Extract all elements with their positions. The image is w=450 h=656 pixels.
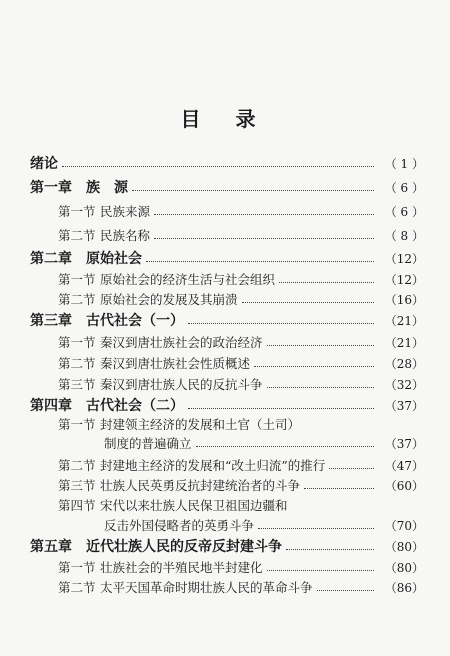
toc-page-number: （16）	[384, 292, 424, 307]
toc-leader-dots	[258, 528, 374, 529]
toc-section-number: 第二节	[58, 356, 96, 371]
toc-section-number: 第二节	[58, 228, 96, 243]
toc-section-row	[0, 200, 450, 222]
toc-section-row	[0, 352, 450, 374]
toc-entry-text: 第四章 古代社会（二）	[30, 398, 184, 414]
toc-section-number: 第一节	[58, 335, 96, 350]
toc-entry-text: 秦汉到唐壮族社会的政治经济	[100, 335, 263, 350]
toc-section-number: 第一节	[58, 417, 96, 432]
toc-leader-dots	[146, 261, 374, 262]
toc-leader-dots	[188, 323, 374, 324]
toc-entry-text: 绪论	[30, 156, 58, 172]
toc-entry-text: 第二章 原始社会	[30, 251, 142, 267]
toc-entry-text: 宋代以来壮族人民保卫祖国边疆和	[100, 498, 288, 513]
toc-section-row	[0, 474, 450, 496]
toc-entry-label	[0, 153, 58, 173]
toc-section-row	[0, 432, 450, 454]
toc-leader-dots	[154, 214, 374, 215]
toc-leader-dots	[304, 488, 374, 489]
toc-entry-text: 秦汉到唐壮族人民的反抗斗争	[100, 377, 263, 392]
toc-entry-text: 封建地主经济的发展和“改土归流”的推行	[100, 458, 326, 473]
toc-entry-text: 壮族社会的半殖民地半封建化	[100, 560, 263, 575]
toc-page-number: （47）	[384, 458, 424, 473]
toc-entry-text: 民族来源	[100, 204, 151, 219]
toc-page-number: （12）	[384, 272, 424, 287]
toc-leader-dots	[267, 387, 374, 388]
toc-page-number: （ 6 ）	[384, 204, 424, 219]
toc-entry-text: 制度的普遍确立	[104, 436, 192, 451]
toc-section-number: 第一节	[58, 204, 96, 219]
toc-page-number: （12）	[384, 251, 424, 266]
toc-page-number: （ 1 ）	[384, 156, 424, 171]
toc-chapter-row	[0, 152, 450, 174]
toc-entry-label	[0, 536, 282, 556]
toc-entry-label	[0, 202, 150, 220]
toc-section-number: 第二节	[58, 292, 96, 307]
toc-entry-label	[0, 415, 300, 433]
toc-leader-dots	[329, 468, 374, 469]
toc-leader-dots	[317, 590, 374, 591]
toc-entry-label	[0, 476, 300, 494]
toc-section-number: 第二节	[58, 580, 96, 595]
toc-entry-text: 封建领主经济的发展和土官（土司）	[100, 417, 301, 432]
toc-section-row	[0, 373, 450, 395]
toc-section-row	[0, 514, 450, 536]
toc-page-number: （80）	[384, 539, 424, 554]
toc-entry-label	[0, 558, 263, 576]
toc-section-number: 第四节	[58, 498, 96, 513]
toc-leader-dots	[132, 190, 374, 191]
toc-page-number: （37）	[384, 436, 424, 451]
toc-section-number: 第一节	[58, 560, 96, 575]
toc-entry-label	[0, 333, 263, 351]
toc-entry-text: 太平天国革命时期壮族人民的革命斗争	[100, 580, 313, 595]
page-title: 目 录	[180, 107, 270, 131]
toc-entry-text: 壮族人民英勇反抗封建统治者的斗争	[100, 478, 301, 493]
toc-section-number: 第三节	[58, 377, 96, 392]
toc-entry-label	[0, 516, 254, 534]
toc-chapter-row	[0, 176, 450, 198]
toc-leader-dots	[196, 446, 374, 447]
toc-entry-text: 原始社会的发展及其崩溃	[100, 292, 238, 307]
toc-entry-label	[0, 310, 184, 330]
toc-leader-dots	[242, 302, 374, 303]
toc-page-number: （28）	[384, 356, 424, 371]
toc-entry-text: 原始社会的经济生活与社会组织	[100, 272, 276, 287]
toc-page-number: （ 8 ）	[384, 228, 424, 243]
toc-page-number: （21）	[384, 313, 424, 328]
toc-section-row	[0, 331, 450, 353]
toc-page-number: （21）	[384, 335, 424, 350]
toc-page-number: （70）	[384, 518, 424, 533]
toc-entry-label	[0, 270, 275, 288]
toc-entry-label	[0, 248, 142, 268]
toc-entry-label	[0, 456, 325, 474]
toc-entry-text: 秦汉到唐壮族社会性质概述	[100, 356, 251, 371]
toc-section-number: 第二节	[58, 458, 96, 473]
toc-leader-dots	[267, 570, 374, 571]
toc-leader-dots	[154, 238, 374, 239]
toc-entry-text: 反击外国侵略者的英勇斗争	[104, 518, 255, 533]
toc-page-number: （60）	[384, 478, 424, 493]
toc-leader-dots	[254, 366, 374, 367]
toc-section-row	[0, 556, 450, 578]
toc-leader-dots	[286, 549, 374, 550]
toc-leader-dots	[279, 282, 374, 283]
toc-entry-text: 第三章 古代社会（一）	[30, 313, 184, 329]
toc-entry-text: 民族名称	[100, 228, 151, 243]
toc-page-number: （ 6 ）	[384, 180, 424, 195]
toc-chapter-row	[0, 535, 450, 557]
toc-leader-dots	[62, 166, 374, 167]
toc-section-row	[0, 454, 450, 476]
toc-entry-label	[0, 177, 128, 197]
toc-section-row	[0, 494, 450, 516]
toc-page-number: （32）	[384, 377, 424, 392]
toc-section-row	[0, 268, 450, 290]
toc-section-row	[0, 224, 450, 246]
toc-section-row	[0, 288, 450, 310]
toc-page-number: （80）	[384, 560, 424, 575]
toc-leader-dots	[267, 345, 374, 346]
toc-page-number: （86）	[384, 580, 424, 595]
toc-entry-label	[0, 290, 238, 308]
toc-entry-label	[0, 375, 263, 393]
toc-leader-dots	[188, 408, 374, 409]
toc-chapter-row	[0, 309, 450, 331]
toc-entry-label	[0, 226, 150, 244]
toc-entry-label	[0, 395, 184, 415]
toc-entry-label	[0, 354, 250, 372]
toc-entry-text: 第五章 近代壮族人民的反帝反封建斗争	[30, 539, 282, 555]
toc-entry-label	[0, 578, 313, 596]
toc-chapter-row	[0, 247, 450, 269]
toc-section-number: 第一节	[58, 272, 96, 287]
toc-entry-label	[0, 496, 288, 514]
toc-entry-label	[0, 434, 192, 452]
toc-section-number: 第三节	[58, 478, 96, 493]
toc-entry-text: 第一章 族 源	[30, 180, 128, 196]
toc-page-number: （37）	[384, 398, 424, 413]
toc-section-row	[0, 576, 450, 598]
